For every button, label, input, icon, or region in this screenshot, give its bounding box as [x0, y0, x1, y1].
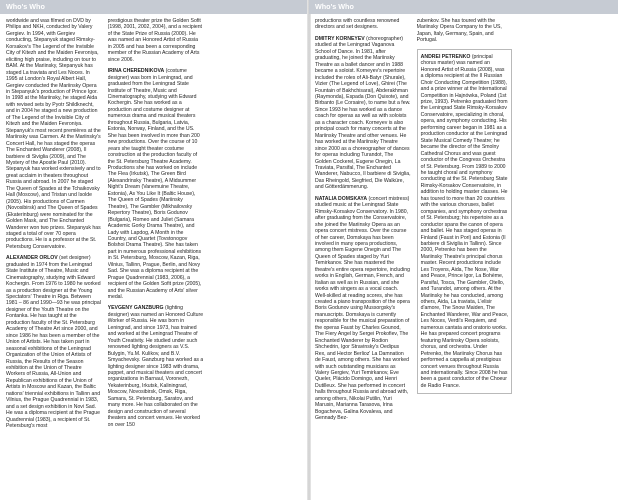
right-column-2	[417, 18, 513, 498]
bio-name: DMITRY KORNEYEV	[315, 35, 365, 42]
bio-text: prestigious theater prize the Golden Sofit (1998, 2001, 2002, 2004), and a recipient of the State Prize of Russia (2000). He was named an Honored Artist of Russia in 2005 and has been a corresponding member of the Russian Academy of Arts since 2006.	[107, 18, 202, 63]
bio-paragraph	[108, 68, 204, 300]
bio-paragraph	[108, 305, 204, 428]
bio-paragraph	[315, 18, 411, 31]
bio-name: IRINA CHEREDNIKOVA	[107, 68, 165, 75]
bio-paragraph	[6, 18, 102, 250]
bio-text: (set designer) graduated in 1974 from the Leningrad State Institute of Theatre, Music and Cinematography, studying with Edward Kochergin. From 1976 to 1980 he worked as a production designer at the Young Spectators' Theatre in Riga. Between 1981 – 86 and 1990—93 he was principal designer of the Youth Theatre on the Fontanka. He has taught at the production faculty of the St. Petersburg Academy of Theatre Art since 2000, and since 1986 he has been a member of the Union of Artists. He has taken part in seasonal exhibitions of the Leningrad Organization of the Union of Artists of Russia, the Results of the Season exhibition at the Union of Theatre Workers of Russia, All-Union and Republican exhibitions of the Union of Artists in Moscow and Kazan, the Baltic nations' triennial exhibitions in Tallinn and Vilnius, the Prague Quadrennial in 1983, and a set design exhibition in Novi Sad. He was a diploma recipient at the Prague Quadrennial (1983), a recipient of St. Petersburg's most	[6, 255, 101, 430]
left-column-1	[6, 18, 102, 498]
bio-text: (lighting designer) was named an Honored Culture Worker of Russia. He was born in Leningrad, and since 1973, has trained and worked at the Leningrad Theatre of Youth Creativity. He studied under such renowned lighting designers as V.S. Bulygin, Yu.M. Kulikov, and B.V. Smyachevsky. Ganzburg has worked as a lighting designer since 1983 with drama, puppet, and musical theaters and concert organizations in Barnaul, Voronezh, Yekaterinburg, Irkutsk, Kaliningrad, Moscow, Novosibirsk, Omsk, Riga, Samara, St. Petersburg, Saratov, and many more. He has collaborated on the design and construction of several theaters and concert venues. He worked on over 150	[107, 305, 204, 428]
bio-text: (costume designer) was born in Leningrad, and graduated from the Leningrad State Institute of Theatre, Music and Cinematography, studying with Edward Kochergin. She has worked as a production and costume designer at numerous drama and musical theaters throughout Russia, Bulgaria, Latvia, Estonia, Norway, Finland, and the US. She has been involved in more than 200 new productions. Over the course of 10 years she taught theater costume construction at the production faculty of the St. Petersburg Theatre Academy. Productions she has worked on include The Flea (Irkutsk), The Green Bird (Alexandrinsky Theatre), A Midsummer Night's Dream (Vanemuine Theatre, Estonia), As You Like It (Baltic House), The Queen of Spades (Mariinsky Theatre), The Gambler (Mikhailovsky Repertory Theatre), Boris Godunov (Bulgaria), Romeo and Juliet (Samara Academic Gorky Drama Theatre), and Lady with Lapdog, A Month in the Country, and Quartet (Tovstonogov Bolshoi Drama Theatre). She has taken part in numerous professional exhibitions in St. Petersburg, Moscow, Kazan, Riga, Vilnius, Tallinn, Prague, Berlin, and Novy Sad. She was a diploma recipient at the Prague Quadrennial (1983, 2006), a recipient of the Golden Sofit prize (2005), and the Russian Academy of Arts' silver medal.	[107, 68, 202, 301]
right-columns	[315, 18, 614, 498]
right-column-1	[315, 18, 411, 498]
right-page	[309, 0, 618, 500]
bio-text: zubenkov. She has toured with the Mariinsky Opera Company to the US, Japan, Italy, Germany, Spain, and Portugal.	[416, 18, 502, 44]
bio-name: NATALIA DOMSKAYA	[315, 195, 368, 202]
bio-name: ALEXANDER ORLOV	[6, 255, 58, 262]
bio-paragraph	[417, 49, 513, 395]
left-column-2	[108, 18, 204, 498]
bio-name: ANDREI PETRENKO	[420, 53, 471, 60]
page-header: Who's Who	[309, 0, 618, 14]
right-column-3	[518, 18, 614, 498]
left-columns	[6, 18, 305, 498]
bio-paragraph	[315, 196, 411, 422]
bio-text: (choreographer) studied at the Leningrad Vaganova School of Dance. In 1981, after graduating, he joined the Mariinsky Theatre as a ballet dancer and in 1988 became a soloist. Korneyev's repertoire included the roles of Ali-Batyr (Shurale), Vizier (The Legend of Love), Ghirei (The Fountain of Bakhchisarai), Abderakhman (Raymonda), Espada (Don Quixote), and Birbanto (Le Corsaire), to name but a few. Since 1993 he has worked as a dance coach for operas as well as with soloists as a character coach. Korneyev is also principal coach for many concerts at the Mariinsky Theatre and other venues. He has worked at the Mariinsky Theatre since 2000 as a choreographer of dances for operas including Turandot, The Golden Cockerel, Eugene Onegin, La Traviata, Parsifal, The Enchanted Wanderer, Nabucco, Il barbiere di Siviglia, Das Rheingold, Siegfried, Die Walküre, and Götterdämmerung.	[315, 35, 411, 191]
bio-name: YEVGENY GANZBURG	[107, 305, 164, 312]
bio-text: productions with countless renowned directors and set designers.	[315, 18, 400, 31]
bio-text: (principal chorus master) was named an Honored Artist of Russia (2008), was a diploma recipient at the II Russian Choir Conducting Competition (1988), and a prize winner at the International Competition in Hajnówka, Poland (1st prize, 1993). Petrenko graduated from the Leningrad State Rimsky-Korsakov Conservatoire, specializing in choral, opera, and symphony conducting. His performing career began in 1981 as a production conductor at the Leningrad State Musical Comedy Theatre; he became the director of the Smolny Cathedral Chorus and was guest conductor of the Congress Orchestra of St. Petersburg. From 1989 to 2000 he taught choral and symphony conducting at the St. Petersburg State Rimsky-Korsakov Conservatoire, in addition to holding master classes. He has toured to more than 20 countries with the various choruses, ballet companies, and symphony orchestras of St. Petersburg; his repertoire as a conductor spans the canon of opera and ballet. He has staged operas in Finland (Faust in Pori) and Estonia (Il barbiere di Siviglia in Tallinn). Since 2000, Petrenko has been the Mariinsky Theatre's principal chorus master. Recent productions include Les Troyens, Aida, The Nose, War and Peace, Prince Igor, La Bohème, Parsifal, Tosca, The Gambler, Otello, and Turandot, among others. At the Mariinsky he has conducted, among others, Aida, La traviata, L'elisir d'amore, The Snow Maiden, The Enchanted Wanderer, War and Peace, Les Noces, Verdi's Requiem, and numerous cantata and oratorio works. He has prepared concert programs featuring Mariinsky Opera soloists, chorus, and orchestra. Under Petrenko, the Mariinsky Chorus has performed a cappella at prestigious concert venues throughout Russia and internationally. Since 2008 he has been a guest conductor of the Choeur de Radio France.	[420, 53, 509, 389]
left-column-3	[209, 18, 305, 498]
bio-paragraph	[315, 36, 411, 191]
bio-paragraph	[6, 255, 102, 429]
page-header: Who's Who	[0, 0, 309, 14]
bio-text: (concert mistress) studied music at the Leningrad State Rimsky-Korsakov Conservatory. In 1980, after graduating from the Conservatoire, she joined the Mariinsky Opera as an opera concert mistress. Over the course of her career, Domskaya has been involved in many opera productions, among them Eugene Onegin and The Queen of Spades staged by Yuri Temirkanov. She has mastered the theatre's entire opera repertoire, including works in English, German, French, and Italian as well as in Russian, and she works with singers as a vocal coach. Well-skilled at reading scores, she has created a piano transposition of the opera Boris Godunov using Mussorgsky's manuscripts. Domskaya is currently responsible for the musical preparation of the operas Faust by Charles Gounod, The Fiery Angel by Sergei Prokofiev, The Enchanted Wanderer by Rodion Shchedrin, Igor Stravinsky's Oedipus Rex, and Hector Berlioz' La Damnation de Faust, among others. She has worked with such outstanding musicians as Valery Gergiev, Yuri Temirkanov, Eve Queler, Plácido Domingo, and Henri Dutilleux. She has performed in concert halls throughout Russia and abroad with, among others, Nikolai Putilin, Yuri Marusin, Marianna Tarasova, Irina Bogacheva, Galina Kovaleva, and Gennady Bez-	[315, 195, 410, 422]
bio-paragraph	[108, 18, 204, 63]
bio-paragraph	[417, 18, 513, 44]
bio-text: worldwide and was filmed on DVD by Philips and NKH, conducted by Valery Gergiev. In 1994, with Gergiev conducting, Stepanyuk staged Rimsky-Korsakov's The Legend of the Invisible City of Kitezh and the Maiden Fevroniya, eliciting high praise, including on tour to BAM. At the Mariinsky, Stepanyuk has staged La traviata and Les Noces. In 1995 at London's Royal Albert Hall, Gergiev conducted the Mariinsky Opera in Stepanyuk's production of Prince Igor. In 1998 at the Mariinsky, he staged Aida with revised sets by Pyotr Shildknecht, and in 2004 he staged a new production of The Legend of the Invisible City of Kitezh and the Maiden Fevroniya. Stepanyuk's most recent premières at the Mariinsky was Carmen. At the Mariinsky's Concert Hall, he has staged the operas The Enchanted Wanderer (2008), Il barbiere di Siviglia (2009), and The Mystery of the Apostle Paul (2010). Stepanyuk has worked extensively and to great acclaim in theaters throughout Russia and abroad. In 2007 he staged The Queen of Spades at the Tchaikovsky Hall (Moscow), and Tristan und Isolde (2005). His productions of Carmen (Novosibirsk) and The Queen of Spades (Ekaterinburg) were nominated for the Golden Mask, and The Enchanted Wanderer won two prizes. Stepanyuk has staged a total of over 70 opera productions. He is a professor at the St. Petersburg Conservatoire.	[6, 18, 101, 250]
